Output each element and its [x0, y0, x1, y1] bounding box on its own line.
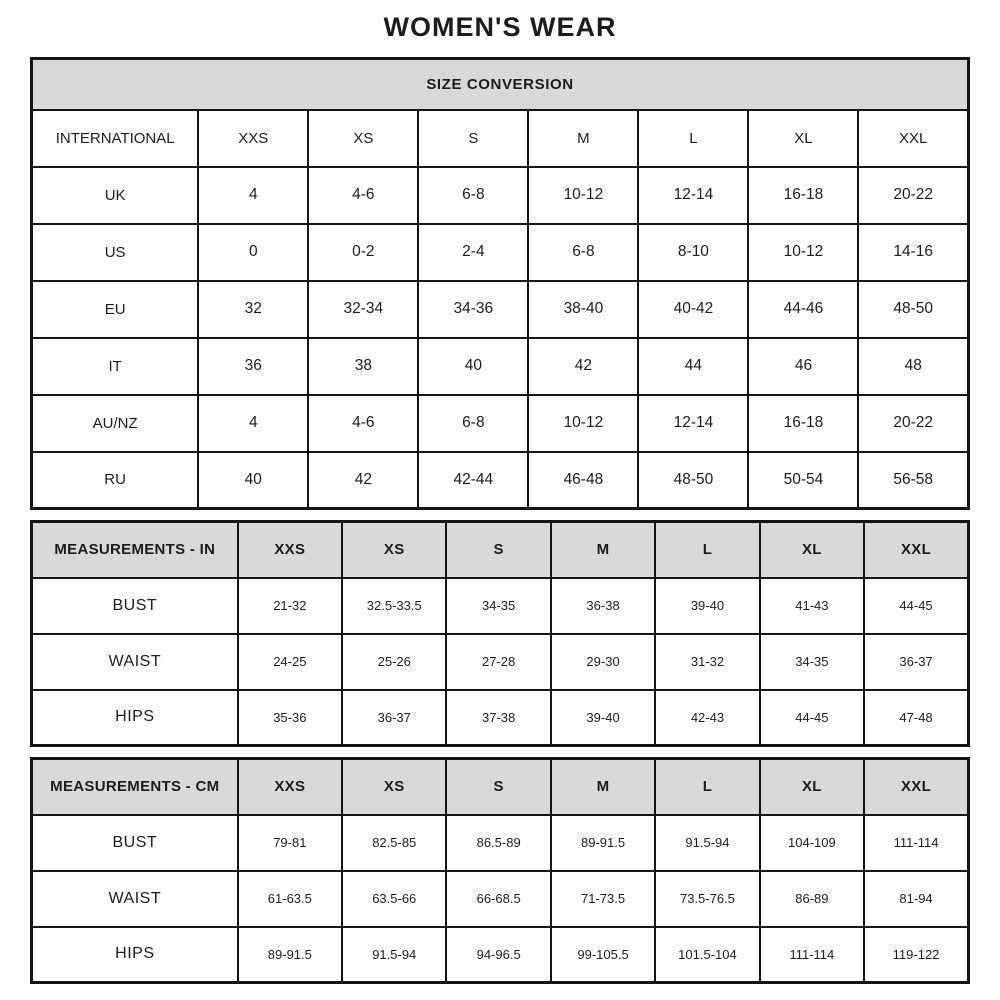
- measurements-cm-header-cell: M: [551, 759, 655, 815]
- value-cell: 8-10: [638, 224, 748, 281]
- size-conversion-title-row: [32, 59, 969, 110]
- value-cell: 47-48: [864, 690, 968, 746]
- row-label: HIPS: [32, 927, 238, 983]
- row-label: WAIST: [32, 871, 238, 927]
- value-cell: 10-12: [528, 395, 638, 452]
- size-header-cell: L: [638, 110, 748, 167]
- value-cell: 111-114: [864, 815, 968, 871]
- value-cell: 89-91.5: [238, 927, 342, 983]
- value-cell: 4-6: [308, 167, 418, 224]
- measurements-cm-header-cell: S: [446, 759, 550, 815]
- measurements-in-row: [32, 634, 969, 690]
- value-cell: 46-48: [528, 452, 638, 509]
- value-cell: 6-8: [418, 395, 528, 452]
- value-cell: 21-32: [238, 578, 342, 634]
- row-label: EU: [32, 281, 199, 338]
- value-cell: 71-73.5: [551, 871, 655, 927]
- row-label: BUST: [32, 815, 238, 871]
- value-cell: 82.5-85: [342, 815, 446, 871]
- value-cell: 46: [748, 338, 858, 395]
- value-cell: 48: [858, 338, 968, 395]
- measurements-cm-header-cell: L: [655, 759, 759, 815]
- value-cell: 4: [198, 167, 308, 224]
- measurements-in-header-cell: S: [446, 522, 550, 578]
- value-cell: 42: [308, 452, 418, 509]
- measurements-in-header-cell: MEASUREMENTS - IN: [32, 522, 238, 578]
- measurements-in-header-cell: XXS: [238, 522, 342, 578]
- size-conversion-row: [32, 338, 969, 395]
- size-conversion-row: [32, 395, 969, 452]
- size-header-cell: XL: [748, 110, 858, 167]
- value-cell: 81-94: [864, 871, 968, 927]
- value-cell: 4-6: [308, 395, 418, 452]
- value-cell: 10-12: [748, 224, 858, 281]
- page-title: WOMEN'S WEAR: [383, 12, 617, 42]
- value-cell: 104-109: [760, 815, 864, 871]
- value-cell: 94-96.5: [446, 927, 550, 983]
- value-cell: 20-22: [858, 395, 968, 452]
- measurements-cm-row: [32, 927, 969, 983]
- size-header-cell: M: [528, 110, 638, 167]
- value-cell: 40: [418, 338, 528, 395]
- value-cell: 40-42: [638, 281, 748, 338]
- value-cell: 42-44: [418, 452, 528, 509]
- row-label: IT: [32, 338, 199, 395]
- value-cell: 40: [198, 452, 308, 509]
- value-cell: 66-68.5: [446, 871, 550, 927]
- value-cell: 44: [638, 338, 748, 395]
- value-cell: 6-8: [528, 224, 638, 281]
- value-cell: 99-105.5: [551, 927, 655, 983]
- value-cell: 86.5-89: [446, 815, 550, 871]
- value-cell: 61-63.5: [238, 871, 342, 927]
- measurements-cm-header-cell: XXS: [238, 759, 342, 815]
- measurements-cm-row: [32, 871, 969, 927]
- value-cell: 44-45: [864, 578, 968, 634]
- value-cell: 44-46: [748, 281, 858, 338]
- value-cell: 14-16: [858, 224, 968, 281]
- measurements-in-table: [30, 520, 970, 747]
- value-cell: 119-122: [864, 927, 968, 983]
- measurements-in-row: [32, 690, 969, 746]
- row-label: AU/NZ: [32, 395, 199, 452]
- value-cell: 4: [198, 395, 308, 452]
- size-conversion-row: [32, 281, 969, 338]
- value-cell: 39-40: [551, 690, 655, 746]
- value-cell: 63.5-66: [342, 871, 446, 927]
- size-conversion-row: [32, 167, 969, 224]
- size-conversion-table: [30, 57, 970, 510]
- value-cell: 48-50: [858, 281, 968, 338]
- value-cell: 91.5-94: [655, 815, 759, 871]
- value-cell: 27-28: [446, 634, 550, 690]
- size-header-cell: XXL: [858, 110, 968, 167]
- value-cell: 24-25: [238, 634, 342, 690]
- value-cell: 37-38: [446, 690, 550, 746]
- value-cell: 12-14: [638, 395, 748, 452]
- measurements-cm-header-row: [32, 759, 969, 815]
- measurements-cm-table: [30, 757, 970, 984]
- measurements-in-row: [32, 578, 969, 634]
- value-cell: 20-22: [858, 167, 968, 224]
- value-cell: 2-4: [418, 224, 528, 281]
- value-cell: 89-91.5: [551, 815, 655, 871]
- value-cell: 16-18: [748, 395, 858, 452]
- value-cell: 32-34: [308, 281, 418, 338]
- value-cell: 34-35: [760, 634, 864, 690]
- value-cell: 16-18: [748, 167, 858, 224]
- value-cell: 25-26: [342, 634, 446, 690]
- size-conversion-title: SIZE CONVERSION: [32, 59, 969, 110]
- size-conversion-row: [32, 224, 969, 281]
- size-conversion-row: [32, 452, 969, 509]
- value-cell: 56-58: [858, 452, 968, 509]
- value-cell: 35-36: [238, 690, 342, 746]
- row-label: UK: [32, 167, 199, 224]
- value-cell: 48-50: [638, 452, 748, 509]
- row-label: WAIST: [32, 634, 238, 690]
- measurements-cm-header-cell: XXL: [864, 759, 968, 815]
- value-cell: 50-54: [748, 452, 858, 509]
- value-cell: 12-14: [638, 167, 748, 224]
- value-cell: 42: [528, 338, 638, 395]
- value-cell: 0: [198, 224, 308, 281]
- value-cell: 44-45: [760, 690, 864, 746]
- row-label: HIPS: [32, 690, 238, 746]
- value-cell: 36: [198, 338, 308, 395]
- value-cell: 73.5-76.5: [655, 871, 759, 927]
- value-cell: 31-32: [655, 634, 759, 690]
- row-label: US: [32, 224, 199, 281]
- value-cell: 36-37: [342, 690, 446, 746]
- value-cell: 29-30: [551, 634, 655, 690]
- measurements-cm-header-cell: XL: [760, 759, 864, 815]
- size-header-cell: XS: [308, 110, 418, 167]
- measurements-in-header-cell: M: [551, 522, 655, 578]
- size-header-cell: S: [418, 110, 528, 167]
- measurements-in-header-cell: XL: [760, 522, 864, 578]
- value-cell: 0-2: [308, 224, 418, 281]
- measurements-in-header-cell: XXL: [864, 522, 968, 578]
- value-cell: 79-81: [238, 815, 342, 871]
- value-cell: 41-43: [760, 578, 864, 634]
- value-cell: 38: [308, 338, 418, 395]
- size-header-cell: INTERNATIONAL: [32, 110, 199, 167]
- value-cell: 34-36: [418, 281, 528, 338]
- measurements-cm-row: [32, 815, 969, 871]
- value-cell: 34-35: [446, 578, 550, 634]
- value-cell: 42-43: [655, 690, 759, 746]
- value-cell: 38-40: [528, 281, 638, 338]
- value-cell: 32.5-33.5: [342, 578, 446, 634]
- value-cell: 39-40: [655, 578, 759, 634]
- size-conversion-header-row: [32, 110, 969, 167]
- value-cell: 91.5-94: [342, 927, 446, 983]
- value-cell: 10-12: [528, 167, 638, 224]
- value-cell: 36-38: [551, 578, 655, 634]
- value-cell: 86-89: [760, 871, 864, 927]
- measurements-cm-header-cell: XS: [342, 759, 446, 815]
- value-cell: 101.5-104: [655, 927, 759, 983]
- measurements-in-header-row: [32, 522, 969, 578]
- value-cell: 32: [198, 281, 308, 338]
- row-label: RU: [32, 452, 199, 509]
- measurements-cm-header-cell: MEASUREMENTS - CM: [32, 759, 238, 815]
- value-cell: 36-37: [864, 634, 968, 690]
- measurements-in-header-cell: L: [655, 522, 759, 578]
- value-cell: 111-114: [760, 927, 864, 983]
- measurements-in-header-cell: XS: [342, 522, 446, 578]
- row-label: BUST: [32, 578, 238, 634]
- value-cell: 6-8: [418, 167, 528, 224]
- size-header-cell: XXS: [198, 110, 308, 167]
